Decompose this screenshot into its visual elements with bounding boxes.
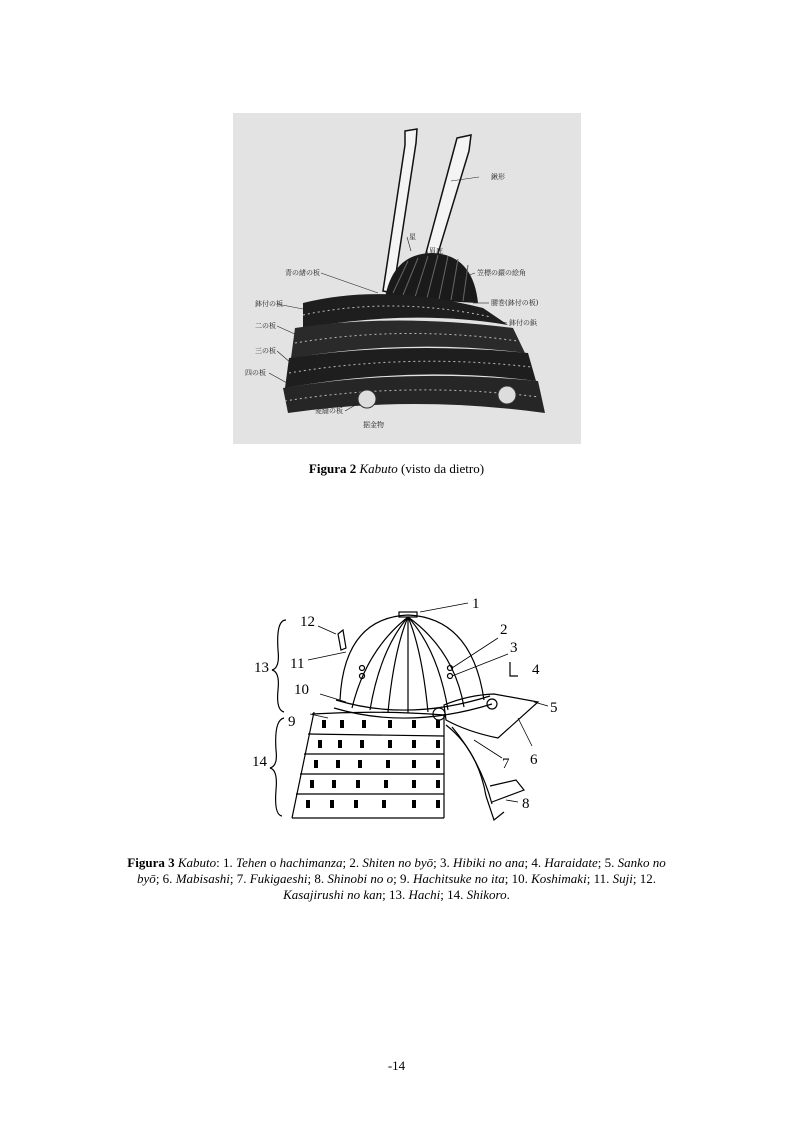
caption-part-6: Shiten no byō [362,855,434,870]
caption-part-3: o [266,855,280,870]
caption-part-26: Kasajirushi no kan [283,887,383,902]
label-7: 7 [502,756,510,772]
svg-text:三の板: 三の板 [255,347,276,355]
label-6: 6 [530,752,538,768]
figure-2-caption-title: Kabuto [359,461,398,476]
caption-part-23: ; 11. [586,871,613,886]
caption-part-21: ; 10. [504,871,532,886]
caption-part-11: ; 5. [597,855,618,870]
svg-text:据金物: 据金物 [363,421,384,429]
shikoro-lacing [306,720,440,808]
caption-part-28: Hachi [408,887,441,902]
svg-text:二の板: 二の板 [255,322,276,330]
figure-3-diagram [248,590,578,835]
caption-part-22: Koshimaki [531,871,587,886]
svg-text:笠標の鐶の絵角: 笠標の鐶の絵角 [477,269,526,277]
caption-part-5: ; 2. [342,855,363,870]
figure-2-image [233,113,581,444]
caption-part-7: ; 3. [433,855,453,870]
svg-text:眉庇: 眉庇 [429,247,443,255]
label-8: 8 [522,796,530,812]
label-13: 13 [254,660,269,676]
figure-3-caption-text [137,855,666,902]
label-5: 5 [550,700,558,716]
caption-part-1: : 1. [216,855,237,870]
svg-text:菱縫の板: 菱縫の板 [315,407,343,415]
caption-part-29: ; 14. [440,887,467,902]
label-12: 12 [300,614,315,630]
caption-part-8: Hibiki no ana [452,855,525,870]
figure-2-caption-label: Figura 2 [308,461,357,476]
svg-text:鉢付の鋲: 鉢付の鋲 [509,319,537,327]
caption-part-24: Suji [612,871,633,886]
label-4: 4 [532,662,540,678]
label-9: 9 [288,714,296,730]
caption-part-27: ; 13. [382,887,409,902]
svg-text:四の板: 四の板 [245,369,266,377]
caption-part-9: ; 4. [524,855,545,870]
svg-text:青の緒の板: 青の緒の板 [285,269,320,277]
caption-part-31: . [506,887,510,902]
caption-part-25: ; 12. [632,871,656,886]
label-2: 2 [500,622,508,638]
figure-2-caption-text: (visto da dietro) [397,461,485,476]
figure-3-caption [120,855,673,903]
caption-part-0: Kabuto [177,855,217,870]
label-11: 11 [290,656,305,672]
caption-part-17: ; 8. [307,871,328,886]
caption-part-13: ; 6. [155,871,176,886]
svg-text:鍬形: 鍬形 [491,173,505,181]
figure-3-number-labels [252,596,558,812]
label-10: 10 [294,682,309,698]
caption-part-19: ; 9. [393,871,413,886]
caption-part-2: Tehen [236,855,267,870]
caption-part-10: Haraidate [544,855,598,870]
caption-part-14: Mabisashi [175,871,230,886]
caption-part-4: hachimanza [279,855,343,870]
label-1: 1 [472,596,480,612]
page-number: -14 [387,1058,406,1073]
caption-part-18: Shinobi no o [327,871,394,886]
svg-text:鉢付の板: 鉢付の板 [255,300,283,308]
svg-text:腰巻(鉢付の板): 腰巻(鉢付の板) [491,299,539,307]
kabuto-line-drawing [270,612,538,820]
label-14: 14 [252,754,267,770]
caption-part-30: Shikoro [466,887,507,902]
label-3: 3 [510,640,518,656]
caption-part-15: ; 7. [229,871,250,886]
caption-part-16: Fukigaeshi [249,871,308,886]
caption-part-20: Hachitsuke no ita [412,871,505,886]
figure-2-caption [0,461,793,477]
figure-3-caption-label: Figura 3 [127,855,175,870]
caption-part-12: Sanko no byō [137,855,666,886]
svg-text:星: 星 [409,233,416,241]
